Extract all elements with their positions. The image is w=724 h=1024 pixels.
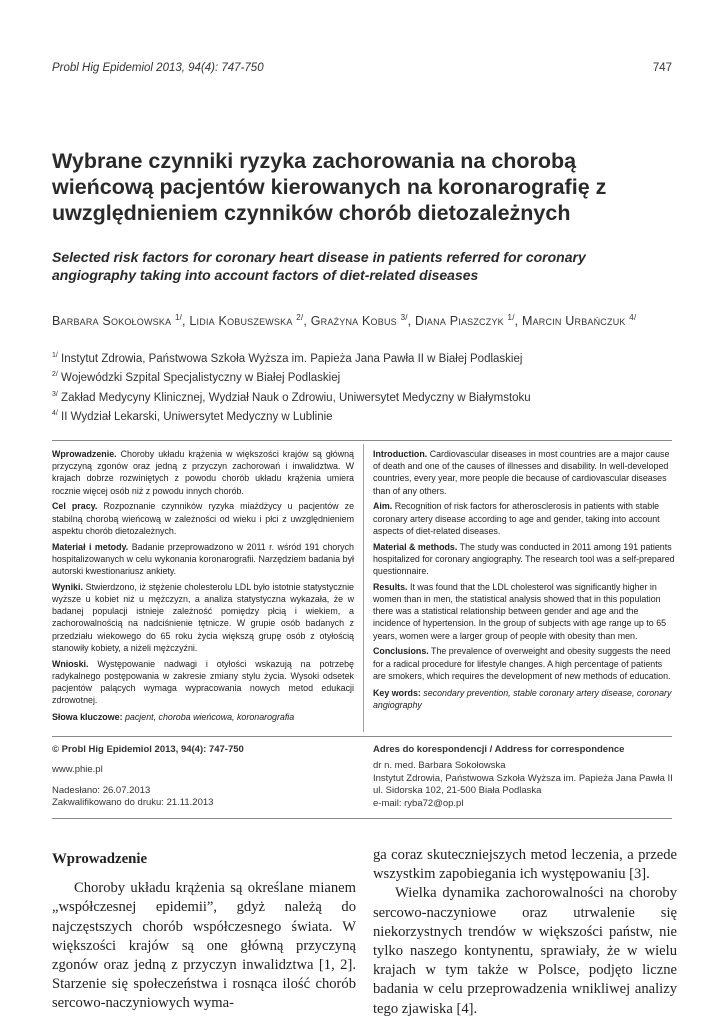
affiliation-text: Zakład Medycyny Klinicznej, Wydział Nauk o Zdrowiu, Uniwersytet Medyczny w Białymstoku <box>61 391 531 404</box>
author-affiliation-marker: 3/ <box>400 313 408 322</box>
abstract-section-text: Recognition of risk factors for atherosclerosis in patients with stable coronary artery disease according to age and gender, taking into account aspects of diet-related diseases. <box>373 501 660 536</box>
abstract-top-rule <box>52 440 672 441</box>
received-date: Nadesłano: 26.07.2013 <box>52 784 151 796</box>
abstract-section-text: Cardiovascular diseases in most countries are a major cause of death and one of the causes of illnesses and disability. In well-developed countries, every year, more people die because of cardiovascular diseases than of any others. <box>373 449 670 496</box>
abstract-section-label: Wyniki. <box>52 581 83 592</box>
correspondence-line: dr n. med. Barbara Sokołowska <box>373 760 506 772</box>
abstract-section <box>52 541 354 578</box>
abstract-section <box>373 581 675 642</box>
abstract-section-label: Materiał i metody. <box>52 541 129 552</box>
affiliation-item <box>52 387 672 406</box>
keywords-text: pacjent, choroba wieńcowa, koronarografia <box>122 712 295 723</box>
abstract-english <box>373 448 675 715</box>
abstract-section-text: The prevalence of overweight and obesity suggests the need for a radical procedure for lifestyle changes. A high percentage of patients are smokers, which requires the development of new methods of education. <box>373 646 671 681</box>
abstract-section-label: Wnioski. <box>52 658 89 669</box>
publication-meta <box>52 744 352 810</box>
abstract-section-text: It was found that the LDL cholesterol was significantly higher in women than in men, the statistical analysis showed that in this population there was a statistical relationship between gender and age and the incidence of hypertension. In the group of subjects with age range up to 65 years, women were a larger group of people with obesity than men. <box>373 581 667 641</box>
author-separator: , <box>182 314 190 329</box>
affiliation-item <box>52 406 672 425</box>
correspondence-block <box>373 744 673 810</box>
journal-citation-header: Probl Hig Epidemiol 2013, 94(4): 747-750 <box>52 62 264 74</box>
abstract-section-label: Aim. <box>373 501 393 512</box>
abstract-section-label: Cel pracy. <box>52 501 98 512</box>
correspondence-line: ul. Sidorska 102, 21-500 Biała Podlaska <box>373 785 542 797</box>
affiliation-item <box>52 367 672 386</box>
author-separator: , <box>514 314 522 329</box>
abstract-section <box>373 541 675 578</box>
abstract-section-label: Introduction. <box>373 449 428 459</box>
affiliation-text: Wojewódzki Szpital Specjalistyczny w Białej Podlaskiej <box>61 372 341 385</box>
correspondence-line: Instytut Zdrowia, Państwowa Szkoła Wyższa im. Papieża Jana Pawła II <box>373 772 673 784</box>
keywords-label: Słowa kluczowe: <box>52 712 123 723</box>
abstract-section-text: Występowanie nadwagi i otyłości wskazują na potrzebę radykalnego postępowania w zakresie zmiany stylu życia. Wysoki odsetek pacjentów palących wymaga wypracowania nowych metod edukacji zdrowotnej. <box>52 658 354 706</box>
abstract-section <box>52 448 354 497</box>
meta-bottom-rule <box>52 818 672 819</box>
keywords <box>52 711 354 723</box>
affiliation-text: Instytut Zdrowia, Państwowa Szkoła Wyższa im. Papieża Jana Pawła II w Białej Podlaskiej <box>61 352 523 365</box>
author-name: Grażyna Kobus <box>310 314 397 329</box>
affiliation-text: II Wydział Lekarski, Uniwersytet Medyczny w Lublinie <box>61 411 333 424</box>
affiliation-marker: 2/ <box>52 371 58 379</box>
abstract-section-text: Stwierdzono, iż stężenie cholesterolu LDL było istotnie statystycznie wyższe u kobiet niż u mężczyzn, a analiza statystyczna wykazała, że w badanej populacji istnieje zależność pomiędzy płcią i wiekiem, a zachorowalnością na nadciśnienie tętnicze. W grupie osób badanych z przedziału wiekowego do 65 roku życia większą grupę osób z otyłością stanowiły kobiety, a niżeli mężczyźni. <box>52 581 354 653</box>
author-affiliation-marker: 4/ <box>629 313 637 322</box>
abstract-section-label: Conclusions. <box>373 646 429 657</box>
abstract-section <box>52 658 354 707</box>
body-paragraph-continuation: ga coraz skuteczniejszych metod leczenia, a przede wszystkim zapobiegania ich występowaniu [3]. <box>373 847 677 883</box>
abstract-section <box>52 500 354 537</box>
author-separator: , <box>303 314 311 329</box>
abstract-section <box>373 500 675 537</box>
abstract-section-text: Rozpoznanie czynników ryzyka miażdżycy u pacjentów ze stabilną chorobą wieńcową w zależności od wieku i płci z uwzględnieniem aspektu chorób dietozależnych. <box>52 501 355 536</box>
author-name: Marcin Urbańczuk <box>521 314 626 329</box>
body-paragraph: Wielka dynamika zachorowalności na choroby sercowo-naczyniowe oraz utrwalenie się niekorzystnych trendów w większości państw, nie tylko naszego kontynentu, sprawiały, że w wielu krajach w tym także w Polsce, podjęto liczne badania w celu przeprowadzenia wnikliwej analizy tego zjawiska [4]. <box>373 885 677 1017</box>
section-heading: Wprowadzenie <box>52 851 148 867</box>
author-affiliation-marker: 1/ <box>174 313 183 322</box>
abstract-section-label: Material & methods. <box>373 541 458 552</box>
affiliation-list <box>52 348 672 426</box>
abstract-section <box>52 581 354 654</box>
abstract-column-divider <box>363 444 364 732</box>
meta-top-rule <box>52 736 672 737</box>
affiliation-item <box>52 348 672 367</box>
abstract-polish <box>52 448 354 727</box>
keywords <box>373 687 675 711</box>
abstract-section-text: Choroby układu krążenia w większości krajów są główną przyczyną zgonów oraz jedną z przyczyn zachorowań i inwalidztwa. W krajach dobrze rozwiniętych z powodu chorób układu krążenia umiera rocznie więcej osób niż z powodu innych chorób. <box>52 449 354 496</box>
abstract-section-text: Badanie przeprowadzono w 2011 r. wśród 191 chorych hospitalizowanych w celu wykonania koronarografii. Narzędziem badania był autorski kwestionariusz ankiety. <box>52 541 354 577</box>
author-separator: , <box>407 314 415 329</box>
affiliation-marker: 1/ <box>52 352 58 359</box>
body-paragraph: Choroby układu krążenia są określane mianem „współczesnej epidemii”, gdyż należą do najczęstszych chorób współczesnego świata. W większości krajów są one główną przyczyną zgonów oraz jedną z przyczyn inwalidztwa [1, 2]. Starzenie się społeczeństwa i rosnąca ilość chorób sercowo-naczyniowych wyma- <box>52 880 356 1012</box>
affiliation-marker: 4/ <box>52 410 58 418</box>
body-column-right <box>373 846 677 1019</box>
body-column-left <box>52 846 356 1014</box>
page-number: 747 <box>652 62 672 74</box>
author-name: Lidia Kobuszewska <box>189 314 293 329</box>
abstract-section <box>373 448 675 497</box>
journal-website-link[interactable]: www.phie.pl <box>52 764 103 776</box>
abstract-section-text: The study was conducted in 2011 among 191 patients hospitalized for coronary angiography. The research tool was a self-prepared questionnaire. <box>373 541 675 577</box>
keywords-label: Key words: <box>373 688 421 699</box>
accepted-date: Zakwalifikowano do druku: 21.11.2013 <box>52 797 214 809</box>
abstract-section-label: Results. <box>373 581 408 592</box>
correspondence-heading: Adres do korespondencji / Address for correspondence <box>373 744 625 755</box>
author-affiliation-marker: 1/ <box>507 313 515 322</box>
author-name: Diana Piaszczyk <box>415 314 504 329</box>
author-affiliation-marker: 2/ <box>296 313 304 322</box>
keywords-text: secondary prevention, stable coronary artery disease, coronary angiography <box>373 688 672 711</box>
article-subtitle-english: Selected risk factors for coronary heart disease in patients referred for coronary angiography taking into account factors of diet-related diseases <box>52 249 586 283</box>
abstract-section <box>373 645 675 682</box>
article-title: Wybrane czynniki ryzyka zachorowania na chorobą wieńcową pacjentów kierowanych na koronarografię z uwzględnieniem czynników chorób dietozależnych <box>52 149 607 225</box>
affiliation-marker: 3/ <box>52 390 58 398</box>
correspondence-email[interactable]: e-mail: ryba72@op.pl <box>373 797 464 809</box>
author-list <box>52 313 692 328</box>
author-name: Barbara Sokołowska <box>52 314 172 329</box>
abstract-section-label: Wprowadzenie. <box>52 449 117 459</box>
copyright-line: © Probl Hig Epidemiol 2013, 94(4): 747-750 <box>52 744 244 755</box>
